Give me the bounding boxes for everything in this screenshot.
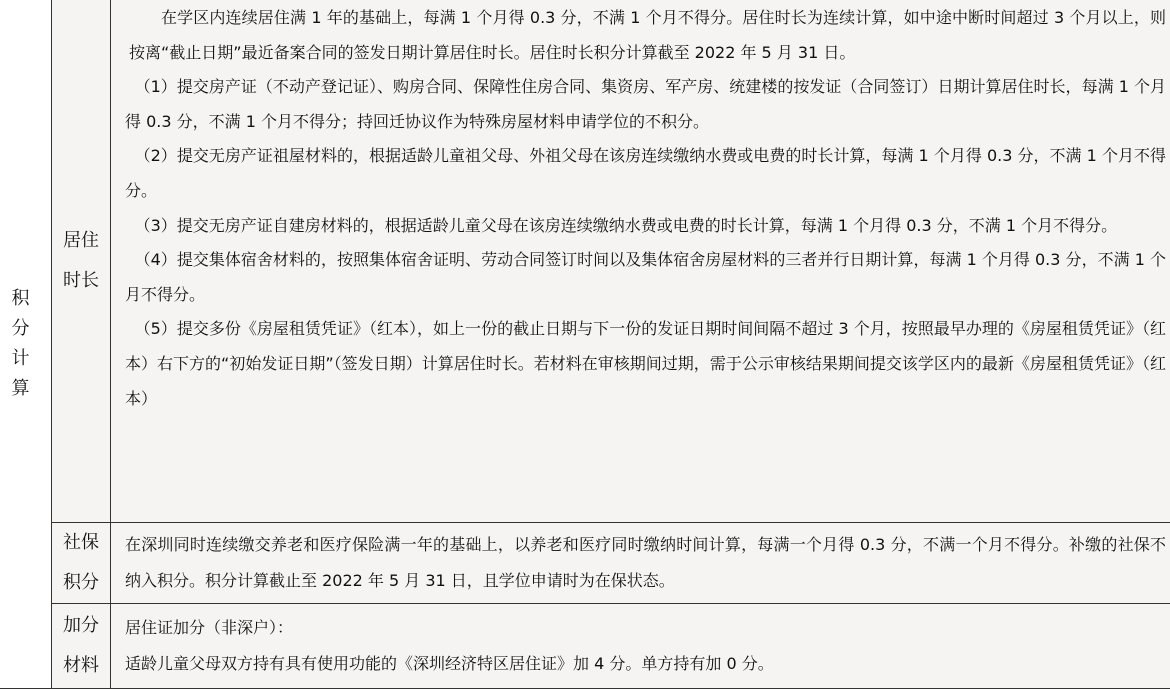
bonus-line-1: 居住证加分（非深户）： bbox=[125, 610, 1166, 646]
residence-item-3: （3）提交无房产证自建房材料的，根据适龄儿童父母在该房连续缴纳水费或电费的时长计算，每满 1 个月得 0.3 分，不满 1 个月不得分。 bbox=[125, 209, 1166, 244]
item-label-bonus: 加分材料 bbox=[61, 606, 101, 686]
residence-intro: 在学区内连续居住满 1 年的基础上，每满 1 个月得 0.3 分，不满 1 个月不得分。居住时长为连续计算，如中途中断时间超过 3 个月以上，则按离“截止日期”最近备案合同的签发日期计算居住时长。居住时长积分计算截至 2022 年 5 月 31 日。 bbox=[129, 1, 1166, 70]
residence-item-5: （5）提交多份《房屋租赁凭证》（红本），如上一份的截止日期与下一份的发证日期时间间隔不超过 3 个月，按照最早办理的《房屋租赁凭证》（红本）右下方的“初始发证日期”（签发日期）计算居住时长。若材料在审核期间过期，需于公示审核结果期间提交该学区内的最新《房屋租赁凭证》（红本） bbox=[125, 312, 1166, 416]
social-text: 在深圳同时连续缴交养老和医疗保险满一年的基础上，以养老和医疗同时缴纳时间计算，每满一个月得 0.3 分，不满一个月不得分。补缴的社保不纳入积分。积分计算截止至 2022 年 5 月 31 日，且学位申请时为在保状态。 bbox=[125, 527, 1166, 599]
item-cell-bonus bbox=[52, 604, 111, 689]
residence-item-2: （2）提交无房产证祖屋材料的，根据适龄儿童祖父母、外祖父母在该房连续缴纳水费或电费的时长计算，每满 1 个月得 0.3 分，不满 1 个月不得分。 bbox=[125, 139, 1166, 208]
table-row-social bbox=[0, 523, 1170, 604]
residence-item-1: （1）提交房产证（不动产登记证）、购房合同、保障性住房合同、集资房、军产房、统建楼的按发证（合同签订）日期计算居住时长，每满 1 个月得 0.3 分，不满 1 个月不得分；持回迁协议作为特殊房屋材料申请学位的不积分。 bbox=[125, 70, 1166, 139]
item-label-social: 社保积分 bbox=[61, 523, 101, 603]
table-row-bonus bbox=[0, 604, 1170, 689]
content-cell-bonus bbox=[111, 604, 1170, 689]
item-cell-residence bbox=[52, 0, 111, 523]
category-cell bbox=[0, 0, 52, 689]
item-label-residence: 居住时长 bbox=[61, 221, 101, 301]
content-cell-social bbox=[111, 523, 1170, 604]
bonus-line-2: 适龄儿童父母双方持有具有使用功能的《深圳经济特区居住证》加 4 分。单方持有加 0 分。 bbox=[125, 646, 1166, 682]
residence-item-4: （4）提交集体宿舍材料的，按照集体宿舍证明、劳动合同签订时间以及集体宿舍房屋材料的三者并行日期计算，每满 1 个月得 0.3 分，不满 1 个月不得分。 bbox=[125, 243, 1166, 312]
category-label: 积分计算 bbox=[9, 284, 33, 404]
item-cell-social bbox=[52, 523, 111, 604]
content-cell-residence bbox=[111, 0, 1170, 523]
